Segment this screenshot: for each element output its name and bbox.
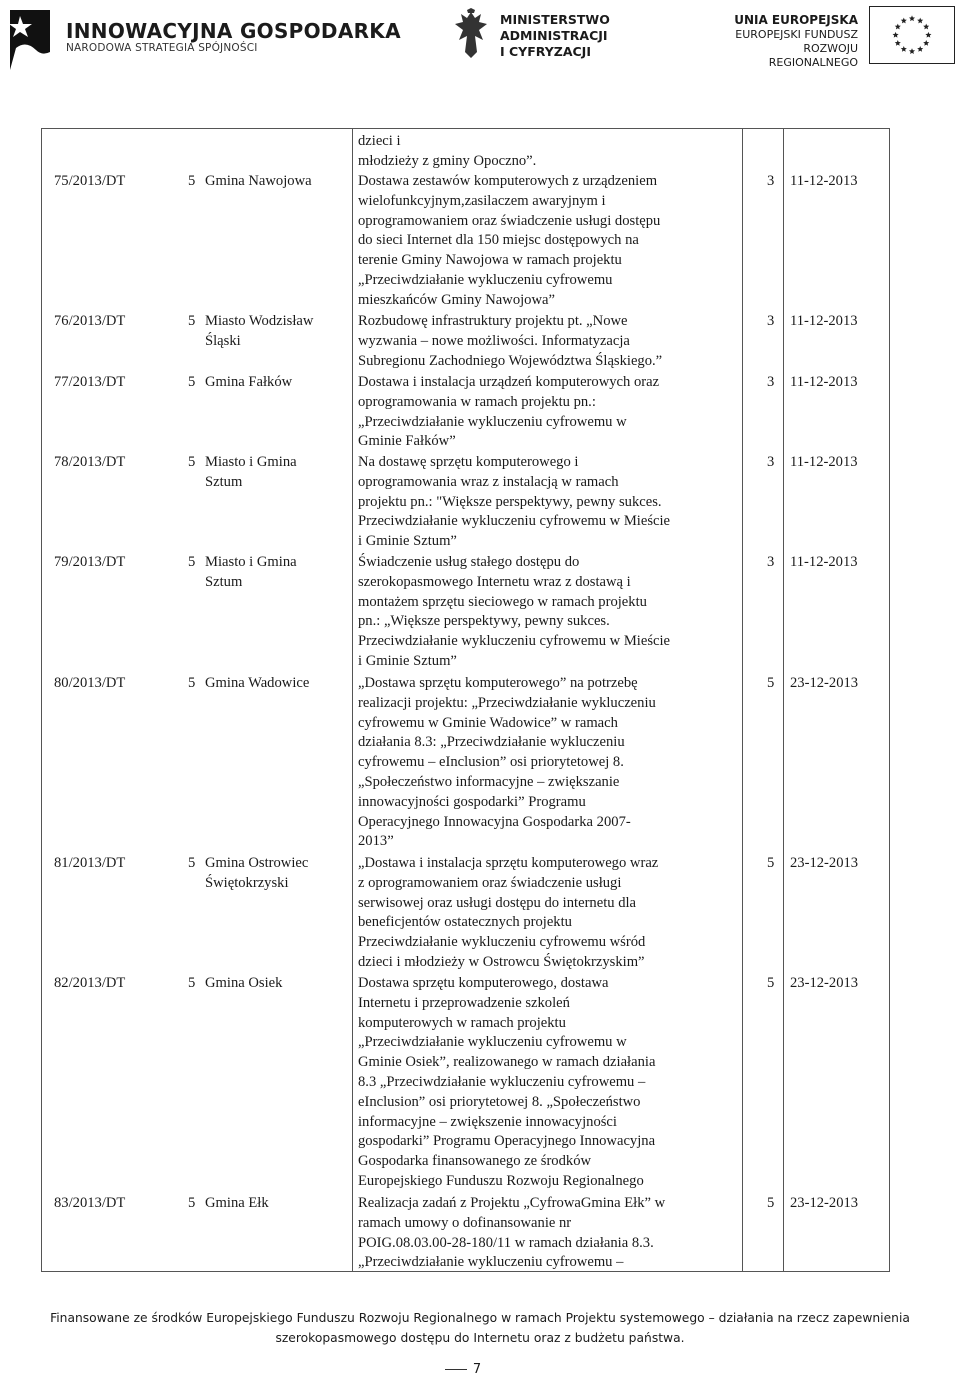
contract-description-line: Subregionu Zachodniego Województwa Śląskiego.” <box>358 352 663 369</box>
footer-line-2: szerokopasmowego dostępu do Internetu oraz z budżetu państwa. <box>275 1331 685 1345</box>
count-value-cell: 3 <box>767 313 775 329</box>
amount-value-cell: 5 <box>188 1195 196 1211</box>
beneficiary-name-cell <box>205 312 353 352</box>
contract-description-line: „Przeciwdziałanie wykluczeniu cyfrowemu – <box>358 1254 624 1271</box>
eu-star-icon <box>895 24 901 30</box>
amount-value-cell: 5 <box>188 374 196 390</box>
contract-description-line: szerokopasmowego Internetu wraz z dostawą i <box>358 573 631 590</box>
contract-description-line: montażem sprzętu sieciowego w ramach projektu <box>358 593 647 610</box>
contract-description-line: wielofunkcyjnym,zasilaczem awaryjnym i <box>358 192 606 209</box>
logo-subtitle: NARODOWA STRATEGIA SPÓJNOŚCI <box>66 42 258 54</box>
eu-star-icon <box>893 32 899 38</box>
page-number-value: 7 <box>472 1362 482 1377</box>
contract-description-cell <box>358 373 722 452</box>
beneficiary-name-cell <box>205 553 353 593</box>
count-value-cell: 3 <box>767 173 775 189</box>
contract-description-line: „Dostawa i instalacja sprzętu komputerowego wraz <box>358 855 659 871</box>
contract-number-cell <box>54 453 184 473</box>
eu-fund-name <box>716 13 858 70</box>
contract-description-line: „Dostawa sprzętu komputerowego” na potrzebę <box>358 675 638 691</box>
contract-description-line: i Gminie Sztum” <box>358 652 457 669</box>
contract-description-line: Na dostawę sprzętu komputerowego i <box>358 454 579 470</box>
contract-number-cell <box>54 974 184 994</box>
contract-date-cell: 23-12-2013 <box>790 855 859 871</box>
contract-description-line: oprogramowania wraz z instalacją w ramach <box>358 473 619 490</box>
contract-description-line: Przeciwdziałanie wykluczeniu cyfrowemu w Mieście <box>358 633 671 650</box>
eu-line-1: UNIA EUROPEJSKA <box>734 13 858 27</box>
amount-value-cell: 5 <box>188 454 196 470</box>
contract-description-line: innowacyjności gospodarki” Programu <box>358 793 586 810</box>
contract-number-cell <box>54 1194 184 1214</box>
count-value-cell: 5 <box>767 975 775 991</box>
contract-description-line: beneficjentów ostatecznych projektu <box>358 914 572 931</box>
count-value-cell: 5 <box>767 675 775 691</box>
ministry-line-2: ADMINISTRACJI <box>500 28 608 43</box>
beneficiary-name-line: Gmina Fałków <box>205 374 293 390</box>
eu-star-icon <box>901 18 907 24</box>
contract-date-cell: 23-12-2013 <box>790 1195 859 1211</box>
amount-value-cell: 5 <box>188 554 196 570</box>
contract-description-line: „Społeczeństwo informacyjne – zwiększanie <box>358 773 620 790</box>
eu-star-icon <box>909 48 915 54</box>
contract-description-line: dzieci i młodzieży w Ostrowcu Świętokrzyskim” <box>358 953 645 970</box>
contract-date-cell: 11-12-2013 <box>790 374 858 390</box>
contract-description-line: terenie Gminy Nawojowa w ramach projektu <box>358 252 622 269</box>
eu-flag-icon <box>869 6 955 64</box>
contract-description-cell <box>358 312 722 371</box>
contracts-table <box>41 128 890 1272</box>
beneficiary-name-line: Sztum <box>205 573 243 590</box>
contract-description-line: 2013” <box>358 833 394 850</box>
eu-star-icon <box>917 46 923 52</box>
contract-description-line: Gospodarka finansowanego ze środków <box>358 1153 592 1170</box>
contract-description-line: Dostawa sprzętu komputerowego, dostawa <box>358 975 609 991</box>
contract-description-line: z oprogramowaniem oraz świadczenie usługi <box>358 874 622 891</box>
contract-description-line: do sieci Internet dla 150 miejsc dostępowych na <box>358 232 639 249</box>
contract-description-cell <box>358 553 722 672</box>
contract-description-line: Operacyjnego Innowacyjna Gospodarka 2007- <box>358 813 631 830</box>
beneficiary-name-cell <box>205 172 353 192</box>
column-divider <box>783 129 784 1271</box>
ministry-name <box>500 12 610 60</box>
contract-number-line: 81/2013/DT <box>54 855 126 871</box>
contract-number-line: 77/2013/DT <box>54 374 126 390</box>
contract-number-line: 76/2013/DT <box>54 313 126 329</box>
beneficiary-name-cell <box>205 854 353 894</box>
amount-value-cell: 5 <box>188 173 196 189</box>
page-footer <box>0 1308 960 1348</box>
contract-number-line: 83/2013/DT <box>54 1195 126 1211</box>
beneficiary-name-line: Gmina Nawojowa <box>205 173 312 189</box>
contract-description-line: Realizacja zadań z Projektu „CyfrowaGmina Ełk” w <box>358 1195 666 1211</box>
contract-description-line: Dostawa zestawów komputerowych z urządzeniem <box>358 173 658 189</box>
beneficiary-name-line: Gmina Osiek <box>205 975 283 991</box>
eu-star-icon <box>917 18 923 24</box>
count-value-cell: 3 <box>767 374 775 390</box>
contract-description-cell <box>358 854 722 973</box>
eu-line-3: ROZWOJU REGIONALNEGO <box>768 42 858 69</box>
contract-number-cell <box>54 674 184 694</box>
contract-number-line: 79/2013/DT <box>54 554 126 570</box>
contract-description-line: pn.: „Większe perspektywy, pewny sukces. <box>358 613 610 630</box>
ministry-line-1: MINISTERSTWO <box>500 12 610 27</box>
contract-description-cell <box>358 453 722 552</box>
footer-line-1: Finansowane ze środków Europejskiego Funduszu Rozwoju Regionalnego w ramach Projektu systemowego – działania na rzecz zapewnienia <box>50 1311 910 1325</box>
contract-description-line: młodzieży z gminy Opoczno”. <box>358 152 537 169</box>
beneficiary-name-line: Gmina Ełk <box>205 1195 269 1211</box>
beneficiary-name-cell <box>205 1194 353 1214</box>
beneficiary-name-line: Świętokrzyski <box>205 874 289 891</box>
contract-number-cell <box>54 312 184 332</box>
contract-number-cell <box>54 553 184 573</box>
contract-description-line: Świadczenie usług stałego dostępu do <box>358 554 580 570</box>
page-header <box>0 0 960 82</box>
contract-description-line: eInclusion” osi priorytetowej 8. „Społeczeństwo <box>358 1093 641 1110</box>
contract-number-line: 75/2013/DT <box>54 173 126 189</box>
amount-value-cell: 5 <box>188 675 196 691</box>
amount-value-cell: 5 <box>188 855 196 871</box>
contract-description-line: realizacji projektu: „Przeciwdziałanie wykluczeniu <box>358 694 656 711</box>
polish-eagle-emblem-icon <box>452 8 490 62</box>
eu-star-icon <box>901 46 907 52</box>
count-value-cell: 5 <box>767 1195 775 1211</box>
beneficiary-name-line: Miasto i Gmina <box>205 554 297 570</box>
beneficiary-name-line: Gmina Ostrowiec <box>205 855 309 871</box>
contract-date-cell: 11-12-2013 <box>790 173 858 189</box>
contract-description-line: Przeciwdziałanie wykluczeniu cyfrowemu wśród <box>358 934 646 951</box>
contract-description-line: Dostawa i instalacja urządzeń komputerowych oraz <box>358 374 660 390</box>
eu-star-icon <box>923 24 929 30</box>
contract-number-cell <box>54 172 184 192</box>
logo-title: INNOWACYJNA GOSPODARKA <box>66 19 401 43</box>
contract-date-cell: 23-12-2013 <box>790 675 859 691</box>
eu-line-2: EUROPEJSKI FUNDUSZ <box>735 28 858 41</box>
contract-date-cell: 23-12-2013 <box>790 975 859 991</box>
contract-description-line: serwisowej oraz usługi dostępu do internetu dla <box>358 894 637 911</box>
eu-star-icon <box>923 40 929 46</box>
beneficiary-name-line: Miasto i Gmina <box>205 454 297 470</box>
contract-description-line: „Przeciwdziałanie wykluczeniu cyfrowemu <box>358 271 613 288</box>
contract-description-line: „Przeciwdziałanie wykluczeniu cyfrowemu w <box>358 413 627 430</box>
contract-description-line: „Przeciwdziałanie wykluczeniu cyfrowemu w <box>358 1034 627 1051</box>
contract-description-line: cyfrowemu w Gminie Wadowice” w ramach <box>358 714 618 731</box>
contract-description-line: projektu pn.: "Większe perspektywy, pewny sukces. <box>358 493 662 510</box>
amount-value-cell: 5 <box>188 313 196 329</box>
beneficiary-name-line: Śląski <box>205 332 241 349</box>
contract-description-line: POIG.08.03.00-28-180/11 w ramach działania 8.3. <box>358 1234 654 1251</box>
contract-number-cell <box>54 854 184 874</box>
contract-description-line: i Gminie Sztum” <box>358 533 457 550</box>
contract-date-cell: 11-12-2013 <box>790 313 858 329</box>
beneficiary-name-line: Gmina Wadowice <box>205 675 310 691</box>
contract-description-line: dzieci i <box>358 133 401 149</box>
contract-description-line: komputerowych w ramach projektu <box>358 1014 566 1031</box>
beneficiary-name-line: Miasto Wodzisław <box>205 313 314 329</box>
contract-description-line: Internetu i przeprowadzenie szkoleń <box>358 994 570 1011</box>
beneficiary-name-cell <box>205 974 353 994</box>
column-divider <box>742 129 743 1271</box>
page-number <box>418 1362 508 1377</box>
contract-description-line: działania 8.3: „Przeciwdziałanie wykluczeniu <box>358 734 625 751</box>
contract-description-line: wyzwania – nowe możliwości. Informatyzacja <box>358 332 630 349</box>
contract-description-cell <box>358 1194 722 1273</box>
contract-description-line: gospodarki” Programu Operacyjnego Innowacyjna <box>358 1133 656 1150</box>
contract-description-line: mieszkańców Gminy Nawojowa” <box>358 291 555 308</box>
contract-description-line: Przeciwdziałanie wykluczeniu cyfrowemu w Mieście <box>358 513 671 530</box>
innowacyjna-gospodarka-text <box>66 20 401 54</box>
contract-number-line: 80/2013/DT <box>54 675 126 691</box>
contract-description-line: Gminie Fałków” <box>358 433 456 450</box>
innowacyjna-gospodarka-logo-icon <box>6 6 62 74</box>
contract-description-line: ramach umowy o dofinansowanie nr <box>358 1214 572 1231</box>
beneficiary-name-cell <box>205 453 353 493</box>
ministry-line-3: I CYFRYZACJI <box>500 44 591 59</box>
contract-description-cell <box>358 674 722 852</box>
page-number-dash <box>445 1369 467 1370</box>
contract-description-line: Gminie Osiek”, realizowanego w ramach działania <box>358 1054 656 1071</box>
eu-star-icon <box>909 15 915 21</box>
contract-description-line: cyfrowemu – eInclusion” osi priorytetowej 8. <box>358 754 624 771</box>
count-value-cell: 5 <box>767 855 775 871</box>
contract-description-line: Europejskiego Funduszu Rozwoju Regionalnego <box>358 1172 644 1189</box>
beneficiary-name-cell <box>205 674 353 694</box>
beneficiary-name-line: Sztum <box>205 473 243 490</box>
contract-description-line: oprogramowania w ramach projektu pn.: <box>358 393 596 410</box>
eu-star-icon <box>895 40 901 46</box>
contract-number-line: 78/2013/DT <box>54 454 126 470</box>
eu-star-icon <box>925 32 931 38</box>
contract-number-cell <box>54 373 184 393</box>
contract-description-line: oprogramowaniem oraz świadczenie usługi dostępu <box>358 212 661 229</box>
contract-description-line: Rozbudowę infrastruktury projektu pt. „Nowe <box>358 313 628 329</box>
contract-description-cell <box>358 132 722 172</box>
contract-description-line: 8.3 „Przeciwdziałanie wykluczeniu cyfrowemu – <box>358 1073 646 1090</box>
contract-date-cell: 11-12-2013 <box>790 454 858 470</box>
contract-description-line: informacyjne – zwiększenie innowacyjności <box>358 1113 617 1130</box>
beneficiary-name-cell <box>205 373 353 393</box>
contract-description-cell <box>358 172 722 311</box>
contract-number-line: 82/2013/DT <box>54 975 126 991</box>
contract-description-cell <box>358 974 722 1192</box>
count-value-cell: 3 <box>767 454 775 470</box>
column-divider <box>352 129 353 1271</box>
amount-value-cell: 5 <box>188 975 196 991</box>
count-value-cell: 3 <box>767 554 775 570</box>
contract-date-cell: 11-12-2013 <box>790 554 858 570</box>
